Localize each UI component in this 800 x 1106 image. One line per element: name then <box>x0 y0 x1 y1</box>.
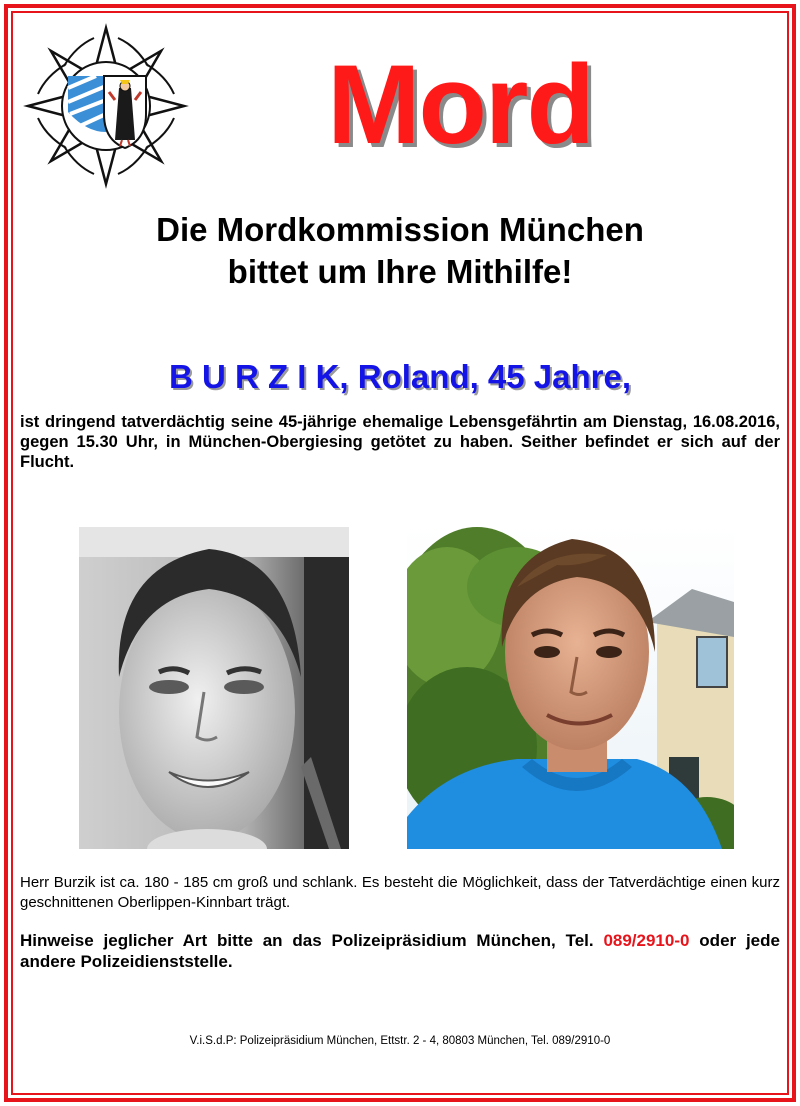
crime-description: ist dringend tatverdächtig seine 45-jährige ehemalige Lebensgefährtin am Dienstag, 16.08.2016, gegen 15.30 Uhr, in München-Obergiesing getötet zu haben. Seither befindet er sich auf der Flucht. <box>20 413 780 471</box>
suspect-photo-bw <box>79 527 349 849</box>
subhead-line-1: Die Mordkommission München <box>156 211 644 248</box>
suspect-name: B U R Z I K, Roland, 45 Jahre, <box>168 358 632 395</box>
police-star-badge-icon <box>22 22 190 190</box>
contact-paragraph <box>20 930 780 972</box>
contact-suffix: oder jede andere Polizeidienststelle. <box>20 931 780 971</box>
contact-phone[interactable]: 089/2910-0 <box>603 931 690 950</box>
suspect-photo-color <box>407 527 734 849</box>
footer-imprint: V.i.S.d.P: Polizeipräsidium München, Ettstr. 2 - 4, 80803 München, Tel. 089/2910-0 <box>189 1035 611 1047</box>
headline: Mord <box>327 42 593 167</box>
subhead-line-2: bittet um Ihre Mithilfe! <box>227 253 573 290</box>
contact-prefix: Hinweise jeglicher Art bitte an das Polizeipräsidium München, Tel. <box>20 931 594 950</box>
appearance-description: Herr Burzik ist ca. 180 - 185 cm groß und schlank. Es besteht die Möglichkeit, dass der Tatverdächtige einen kurz geschnittenen Oberlippen-Kinnbart trägt. <box>20 874 780 911</box>
